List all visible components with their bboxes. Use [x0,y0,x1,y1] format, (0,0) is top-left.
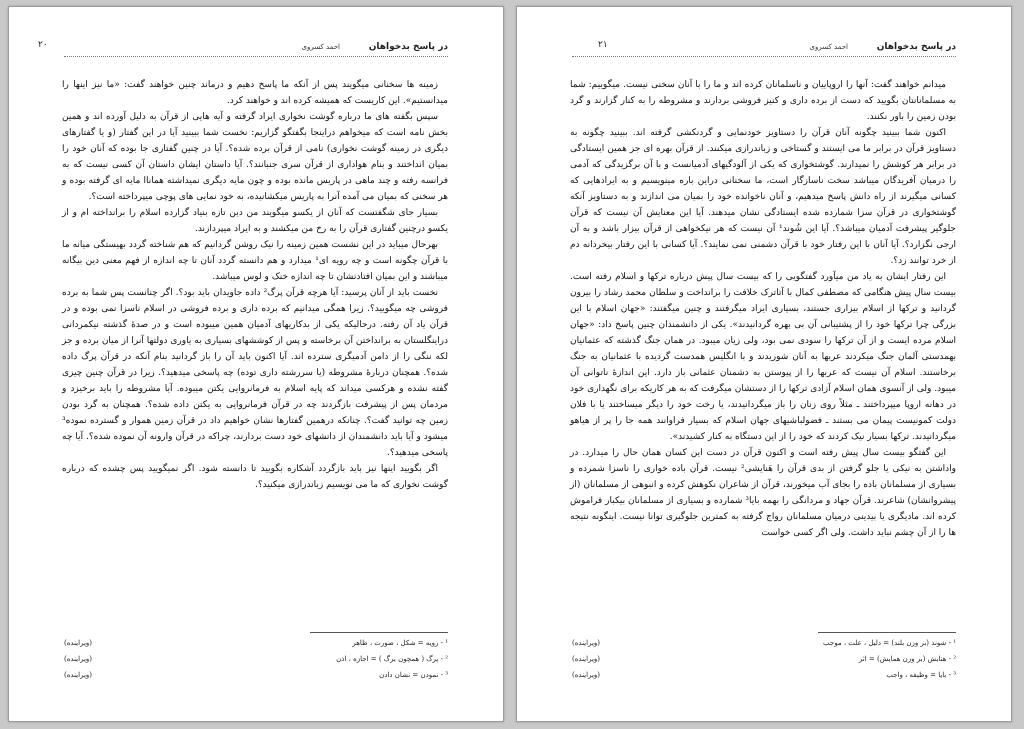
footnote-separator [310,632,448,633]
footnote-editor-tag: (ویراینده) [572,655,600,663]
page-number: ۲۰ [38,40,48,50]
page-body [570,77,956,541]
paragraph: زمینه ها سخنانی میگویند پس از آنکه ما پاسخ دهیم و درماند چنین خواهند گفت: «ما نیز اینها را میدانستیم». این کاریست که همیشه کرده اند و خواهند کرد. [62,80,448,106]
footnote-editor-tag: (ویراینده) [64,639,92,647]
paragraph: این رفتار ایشان به یاد من میآورد گفتگویی را که بیست سال پیش درباره ترکها و اسلام رفته است. بیست سال پیش هنگامی که مصطفی کمال با آتاترک خلافت را برانداخت و سلطان محمد رشاد را بیرون گردانید و ترکها از اسلام بیزاری جستند، بسیاری ایراد میگرفتند و چنین میگفتند: «جهان اسلام با این بزرگی چرا ترکها خود را از پشتیبانی آن بی بهره گردانیدند». یکی از دانشمندان چنین پاسخ داد: «جهان اسلام مرده ایست و از آن ترکها را سودی نمی بود، ولی زیان میبود. در همان جنگ گذشته که عثمانیان بهمدستی آلمان جنگ میکردند عربها به آنان شوریدند و با انگلیس همدست گردیده با عثمانیان به جنگ برخاستند. اسلام آن نیست که عربها را از پیوستن به دشمنان عثمانی باز دارد. این اندازۀ ناتوانی آن میبود. ولی از آنسوی همان اسلام آزادی ترکها را از دستشان میگرفت که به هر کاریکه برای نگهداری خود در دهانه اروپا میپرداختند ـ مثلاً روی زنان را باز میگردانیدند، یا رخت خود را دیگر میساختند یا با فلان دولت کمونیست پیمان می بستند ـ فضولباشیهای جهان اسلام که بسیار فراوانند همه جا را پر از هیاهو میگردانیدند. ترکها بسیار نیک کردند که خود را از این دستگاه به کنار کشیدند». [569,272,956,442]
paragraph: میدانم خواهند گفت: آنها را اروپاییان و ناسلمانان کرده اند و ما را با آنان سخنی نیست. میگوییم: شما به مسلمانانتان بگویید که دست از برده داری و کنیز فروشی بردارند و مشروطه را به کنار گزارند و گرد بودن زمین را باور نکنند. [570,80,956,122]
footnote [572,653,956,669]
paragraph: بسیار جای شگفتست که آنان از یکسو میگویند من دین تازه بنیاد گزارده اسلام را برانداخته ام و از یکسو درچنین گفتاری قرآن را به رخ من میکشند و به ایراد میپردازند. [62,208,448,234]
paragraph: اگر بگویید اینها نیز باید بازگردد آشکاره بگویید تا دانسته شود. اگر نمیگویید پس چشده که درباره گوشت نخواری که ما می نویسیم زباندرازی میکنید؟. [62,464,448,490]
footnote-text: ³ - نمودن = نشان دادن [379,671,448,679]
footnote-text: ¹ - شوند (بر وزن بلند) = دلیل ، علت ، موجب [823,639,956,647]
header-title: در پاسخ بدخواهان [876,42,956,52]
page-header [38,40,448,57]
footnote-editor-tag: (ویراینده) [572,671,600,679]
paragraph: اکنون شما ببینید چگونه آنان قرآن را دستاویز خودنمایی و گردنکشی گرفته اند. ببینید چگونه به دستاویز قرآن در برابر ما می ایستند و گستاخی و زباندرازی میکنند. از قرآن بهره ای جز همین ایستادگی در برابر هر کوشش را نمیدارند. گوشتخواری که یکی از آلودگیهای آدمیانست و با آن برگزیدگی که آدمی را درمیان آفریدگان میباشد سخت ناسازگار است، ما سخنانی دراین باره مینویسیم و به ایرادهایی که کسانی میگیرند از راه دانش پاسخ میدهیم، و آنان ناخوانده خود را بمیان می اندازند و به دستاویز آنکه گوشتخواری در قرآن سزا شمارده شده ایستادگی نشان میدهند. آیا این معنایش آن نیست که قرآن جلوگیر پیشرفت آدمیان میباشد؟. آیا این شُوند¹ آن نیست که هر نیکخواهی از قرآن بیزار باشد و به آن ارجی نگزارد؟. آیا آنان با این رفتار خود با قرآن دشمنی نمی نمایند؟. آیا کسانی با این رفتار بیخردانه دم از خرد توانند زد؟. [570,128,956,266]
footnotes [572,637,956,685]
document-page-right [516,6,1012,722]
footnote-editor-tag: (ویراینده) [64,671,92,679]
footnote-text: ² - پرگ ( همچون برگ ) = اجازه ، اذن [336,655,448,663]
paragraph: سپس بگفته های ما درباره گوشت نخواری ایراد گرفته و آیه هایی از قرآن به دلیل آورده اند و همین بخش نامه است که میخواهم دراینجا بگفتگو گزاریم: نخست شما ببینید آیا در این گفتار (و یا گفتارهای دیگری در زمینه گوشت نخواری) نامی از قرآن برده شده؟. آیا در چنین گفتاری جا بوده که آنان خود را بمیان انداختند و بنام هواداری از قرآن سری جنبانند؟. آیا داستان ایشان داستان آن کسی نیست که به فرانسه رفته و چند ماهی در پاریس مانده بوده و چون مایه دیگری نمیداشته هماناا مایه ای گرفته بوده و هر سخنی که بمیان می آمده آنرا به پاریس میکشانیده، به خود نمایی های پوچی میپرداخته است؟. [62,112,448,202]
footnote-separator [818,632,956,633]
footnotes [64,637,448,685]
footnote [64,637,448,653]
page-header [572,42,956,57]
header-author: احمد کسروی [301,43,340,51]
header-author: احمد کسروی [809,43,848,51]
page-number: ۲۱ [598,40,608,50]
paragraph: این گفتگو بیست سال پیش رفته است و اکنون قرآن در دست این کسان همان حال را میدارد. در واداشتن به نیکی یا جلو گرفتن از بدی قرآن را هَنایشی² نیست. قرآن باده خواری را ناسزا شمرده و بسیاری از مسلمانان باده را بجای آب میخورند، قرآن از شاعران نکوهش کرده و انبوهی از مسلمانان (از پیشروانشان) شاعرند. قرآن جهاد و مردانگی را بهمه بایا³ شمارده و بسیاری از مسلمانان بیکبار فراموش کرده اند. مادیگری یا بیدینی درمیان مسلمانان رواج گرفته به کمترین جلوگیری توانا نیست. اینگونه نتیجه ها را از آن چشم نباید داشت. ولی اگر کسی خواست [570,448,956,538]
footnote-text: ³ - بایا = وظیفه ، واجب [886,671,956,679]
page-body [62,77,448,493]
footnote-editor-tag: (ویراینده) [64,655,92,663]
footnote-editor-tag: (ویراینده) [572,639,600,647]
footnote [64,653,448,669]
footnote-text: ¹ - رویه = شکل ، صورت ، ظاهر [352,639,448,647]
footnote [572,669,956,685]
header-title: در پاسخ بدخواهان [368,42,448,52]
footnote [572,637,956,653]
document-page-left [8,6,504,722]
footnote-text: ² - هنایش (بر وزن همایش) = اثر [858,655,956,663]
paragraph: نخست باید از آنان پرسید: آیا هرچه قرآن پرگ² داده جاویدان باید بود؟. اگر چنانست پس شما به برده فروشی چه میگویید؟. زیرا همگی میدانیم که برده داری و برده فروشی در اسلام ناسزا نمی بوده و در قرآن یاد آن رفته. درحالیکه یکی از بدکاریهای آدمیان همین میبوده است و در صدۀ گذشته نیکمردانی دراینگلستان به برانداختن آن برخاسته و پس از کوششهای بسیاری به یاوری دولتها آنرا از میان برده و جز لکه ننگی را از دامن آدمیگری سترده اند. آیا اکنون باید آن را باز گردانید بنام آنکه در قرآن پرگ داده شده؟. همچنان دربارۀ مشروطه (یا سررشته داری توده) چه پاسخی میدهید؟. زیرا در قرآن چنین چیزی گفته نشده و هرکسی میداند که پایه اسلام به فرمانروایی یکتن میبوده. آیا مشروطه را باید برخیزد و مردمان پس از پیشرفت بازگردند چه در قرآن فرمانروایی به یکتن داده شده؟. همچنان به گرد بودن زمین چه توانید گفت؟. چنانکه درهمین گفتارها نشان خواهیم داد در قرآن زمین هموار و گسترده نموده³ میشود و آیا باید دانشمندان از دانشهای خود دست بردارند، چراکه در قرآن وارونه آن نموده شده؟. آیا چه پاسخی میدهید؟. [62,288,448,458]
paragraph: بهرحال میباید در این نشست همین زمینه را نیک روشن گردانیم که هم شناخته گردد بهیستگی میانه ما با قرآن چگونه است و چه رویه ای¹ میدارد و هم دانسته گردد آنان تا چه اندازه از فهم معنی دین بیگانه میباشند و این بمیان افتادنشان تا چه اندازه خنک و لوس میباشد. [62,240,448,282]
footnote [64,669,448,685]
